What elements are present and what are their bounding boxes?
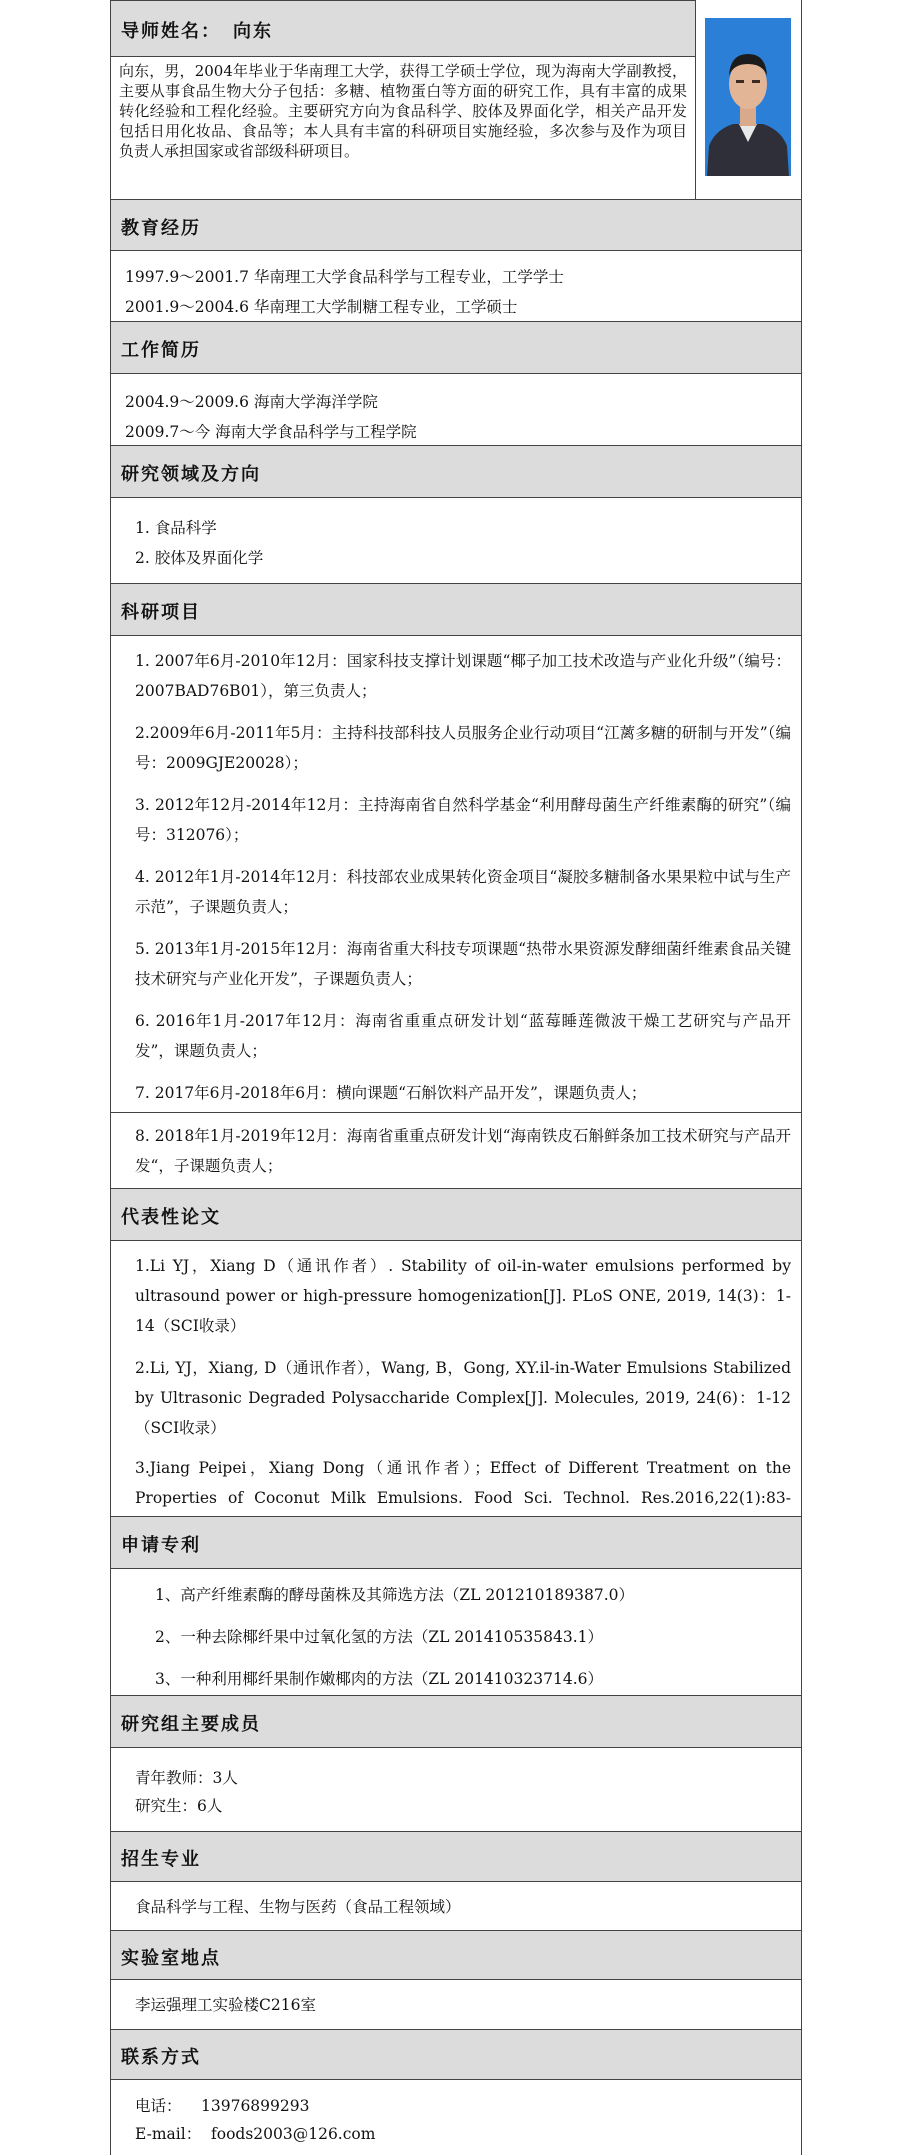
- work-header: [111, 321, 801, 373]
- group-header: [111, 1695, 801, 1747]
- paper-item: 3.Jiang Peipei，Xiang Dong（通讯作者）；Effect of Different Treatment on the Properties of Coconut Milk Emulsions. Food Sci. Technol. Res.2016,22(1):83-: [135, 1459, 791, 1507]
- research-item: 1. 食品科学: [135, 519, 217, 537]
- email-label: E-mail：: [135, 2125, 202, 2143]
- education-title: 教育经历: [121, 218, 201, 239]
- work-item: 2004.9～2009.6 海南大学海洋学院: [125, 393, 378, 411]
- research-title: 研究领域及方向: [121, 464, 261, 485]
- name-label: 导师姓名：: [121, 21, 221, 42]
- projects-title: 科研项目: [121, 602, 201, 623]
- education-section: [111, 250, 801, 321]
- education-item: 1997.9～2001.7 华南理工大学食品科学与工程专业，工学学士: [125, 268, 564, 286]
- intro-cell: [111, 56, 695, 199]
- lab-section: [111, 1979, 801, 2029]
- intro-text: 向东，男，2004年毕业于华南理工大学，获得工学硕士学位，现为海南大学副教授，主要从事食品生物大分子包括：多糖、植物蛋白等方面的研究工作，具有丰富的成果转化经验和工程化经验。主要研究方向为食品科学、胶体及界面化学，相关产品开发包括日用化妆品、食品等；本人具有丰富的科研项目实施经验，多次参与及作为项目负责人承担国家或省部级科研项目。: [119, 62, 687, 160]
- email-value[interactable]: foods2003@126.com: [211, 2125, 376, 2143]
- education-item: 2001.9～2004.6 华南理工大学制糖工程专业，工学硕士: [125, 298, 518, 316]
- patent-item: 3、一种利用椰纤果制作嫩椰肉的方法（ZL 201410323714.6）: [155, 1670, 603, 1688]
- projects-header: [111, 583, 801, 635]
- patents-title: 申请专利: [121, 1535, 201, 1556]
- papers-header: [111, 1188, 801, 1240]
- photo-cell: [695, 0, 801, 199]
- majors-header: [111, 1831, 801, 1881]
- majors-text: 食品科学与工程、生物与医药（食品工程领域）: [135, 1898, 461, 1916]
- work-section: [111, 373, 801, 445]
- patent-item: 1、高产纤维素酶的酵母菌株及其筛选方法（ZL 201210189387.0）: [155, 1586, 634, 1604]
- project-item: 6. 2016年1月-2017年12月：海南省重重点研发计划“蓝莓睡莲微波干燥工艺研究与产品开发”，课题负责人；: [135, 1012, 791, 1060]
- group-item: 研究生：6人: [135, 1797, 223, 1815]
- papers-section: [111, 1240, 801, 1516]
- project-item: 3. 2012年12月-2014年12月：主持海南省自然科学基金“利用酵母菌生产纤维素酶的研究”（编号：312076）；: [135, 796, 791, 844]
- project-item: 7. 2017年6月-2018年6月：横向课题“石斛饮料产品开发”，课题负责人；: [135, 1084, 647, 1102]
- paper-item: 1.Li YJ，Xiang D（通讯作者）. Stability of oil-in-water emulsions performed by ultrasound power or high-pressure homogenization[J]. PLoS ONE, 2019, 14(3)：1-14（SCI收录）: [135, 1257, 791, 1335]
- project-item: 4. 2012年1月-2014年12月：科技部农业成果转化资金项目“凝胶多糖制备水果果粒中试与生产示范”，子课题负责人；: [135, 868, 791, 916]
- project-item: 1. 2007年6月-2010年12月：国家科技支撑计划课题“椰子加工技术改造与产业化升级”（编号：2007BAD76B01），第三负责人；: [135, 652, 791, 700]
- majors-section: [111, 1881, 801, 1930]
- group-title: 研究组主要成员: [121, 1714, 261, 1735]
- patent-item: 2、一种去除椰纤果中过氧化氢的方法（ZL 201410535843.1）: [155, 1628, 603, 1646]
- phone-label: 电话：: [135, 2097, 182, 2115]
- project-item: 8. 2018年1月-2019年12月：海南省重重点研发计划“海南铁皮石斛鲜条加工技术研究与产品开发“，子课题负责人；: [135, 1127, 791, 1175]
- advisor-name: 向东: [233, 21, 273, 42]
- work-title: 工作简历: [121, 340, 201, 361]
- research-item: 2. 胶体及界面化学: [135, 549, 264, 567]
- lab-title: 实验室地点: [121, 1948, 221, 1969]
- contact-header: [111, 2029, 801, 2079]
- advisor-photo: [705, 18, 791, 176]
- majors-title: 招生专业: [121, 1849, 201, 1870]
- profile-sheet: [110, 0, 802, 2155]
- phone-value: 13976899293: [201, 2097, 310, 2115]
- group-item: 青年教师：3人: [135, 1769, 238, 1787]
- paper-item: 2.Li, YJ，Xiang, D（通讯作者），Wang, B，Gong, XY.il-in-Water Emulsions Stabilized by Ultrasonic Degraded Polysaccharide Complex[J]. Molecules, 2019, 24(6)：1-12（SCI收录）: [135, 1359, 791, 1437]
- projects-section: [111, 635, 801, 1188]
- contact-section: [111, 2079, 801, 2155]
- portrait-icon: [705, 18, 791, 176]
- contact-title: 联系方式: [121, 2047, 201, 2068]
- lab-header: [111, 1930, 801, 1979]
- papers-title: 代表性论文: [121, 1207, 221, 1228]
- education-header: [111, 199, 801, 250]
- lab-text: 李运强理工实验楼C216室: [135, 1996, 316, 2014]
- patents-section: [111, 1568, 801, 1695]
- research-header: [111, 445, 801, 497]
- work-item: 2009.7～今 海南大学食品科学与工程学院: [125, 423, 417, 441]
- project-item: 2.2009年6月-2011年5月：主持科技部科技人员服务企业行动项目“江蓠多糖的研制与开发”（编号：2009GJE20028）；: [135, 724, 791, 772]
- name-header: [111, 0, 695, 56]
- patents-header: [111, 1516, 801, 1568]
- project-item: 5. 2013年1月-2015年12月：海南省重大科技专项课题“热带水果资源发酵细菌纤维素食品关键技术研究与产业化开发”，子课题负责人；: [135, 940, 791, 988]
- research-section: [111, 497, 801, 583]
- group-section: [111, 1747, 801, 1831]
